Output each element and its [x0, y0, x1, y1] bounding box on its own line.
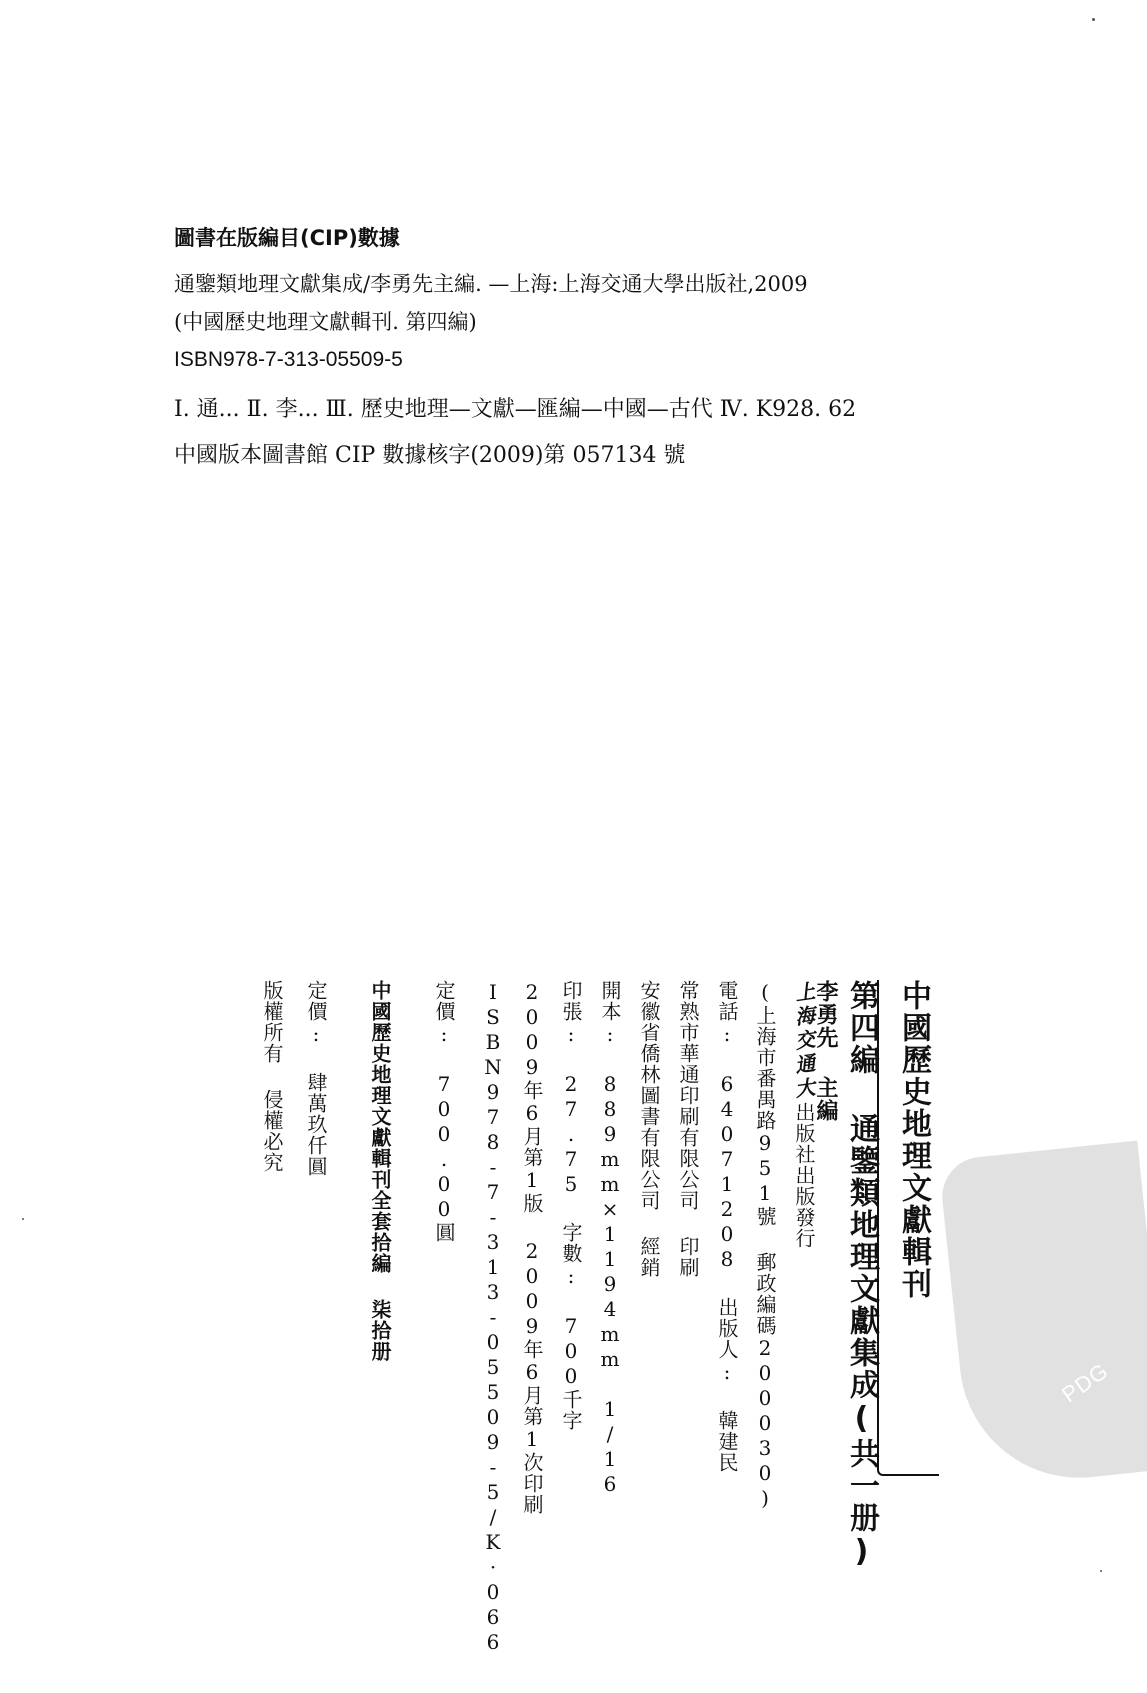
publisher-address: (上海市番禺路951號 郵政編碼200030): [753, 980, 777, 1511]
price: 定價: 700.00圓: [432, 980, 456, 1243]
scan-speck: [1100, 1570, 1102, 1572]
edition-info: 2009年6月第1版 2009年6月第1次印刷: [520, 980, 544, 1515]
publisher-logo: [793, 978, 817, 1102]
publisher-suffix: 出版社出版發行: [792, 1102, 816, 1249]
logo-char: 上: [793, 978, 817, 1006]
volume-title: 第四編 通鑒類地理文獻集成(共一册): [844, 980, 879, 1571]
scan-speck: [22, 1218, 24, 1220]
editor: 李勇先 主編: [813, 980, 839, 1122]
distributor: 安徽省僑林圖書有限公司 經銷: [637, 980, 661, 1278]
cip-number-line: 中國版本圖書館 CIP 數據核字(2009)第 057134 號: [174, 443, 686, 468]
phone-publisher: 電話: 64071208 出版人: 韓建民: [715, 980, 739, 1473]
logo-char: 大: [793, 1074, 817, 1102]
watermark-label: PDG: [1057, 1357, 1113, 1408]
printer: 常熟市華通印刷有限公司 印刷: [676, 980, 700, 1278]
colophon-isbn: ISBN978-7-313-05509-5/K·066: [481, 980, 505, 1655]
rights-notice: 版權所有 侵權必究: [260, 980, 284, 1173]
cip-series-line: (中國歷史地理文獻輯刊. 第四編): [174, 310, 477, 334]
cip-isbn-line: ISBN978-7-313-05509-5: [174, 348, 403, 371]
cip-heading: 圖書在版編目(CIP)數據: [174, 226, 400, 250]
sheets-words: 印張: 27.75 字數: 700千字: [559, 980, 583, 1431]
scan-speck: [1092, 18, 1095, 21]
logo-char: 交: [793, 1026, 817, 1054]
watermark-stamp: [938, 1140, 1147, 1489]
logo-char: 海: [793, 1002, 817, 1030]
set-title: 中國歷史地理文獻輯刊全套拾編 柒拾册: [368, 980, 392, 1362]
format-spec: 開本: 889mm×1194mm 1/16: [598, 980, 622, 1497]
series-title: 中國歷史地理文獻輯刊: [896, 980, 931, 1300]
cip-title-line: 通鑒類地理文獻集成/李勇先主編. —上海:上海交通大學出版社,2009: [174, 272, 808, 296]
colophon: [250, 978, 940, 1655]
logo-char: 通: [793, 1050, 817, 1078]
set-price: 定價: 肆萬玖仟圓: [304, 980, 328, 1177]
cip-classification-line: Ⅰ. 通... Ⅱ. 李... Ⅲ. 歷史地理—文獻—匯編—中國—古代 Ⅳ. K928. 62: [174, 397, 857, 422]
